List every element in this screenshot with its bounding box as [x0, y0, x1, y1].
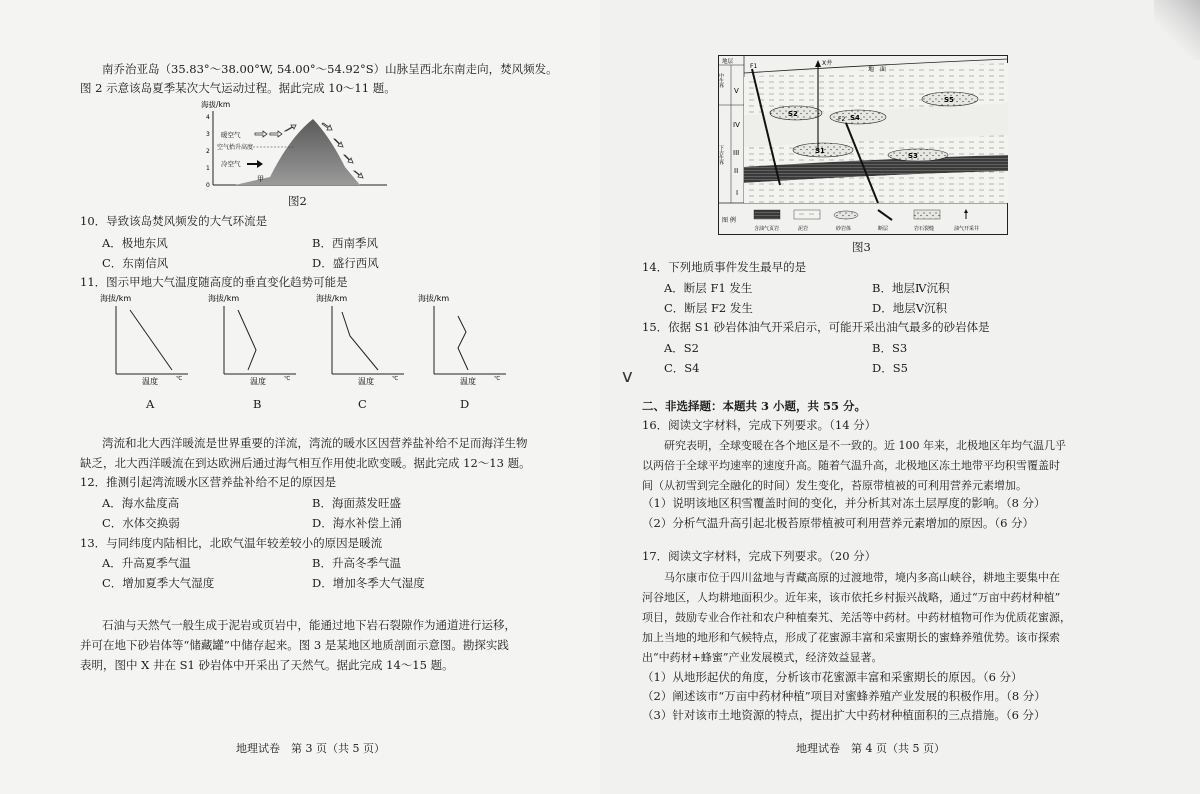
svg-text:2: 2 [206, 148, 210, 155]
intro-line-2: 图 2 示意该岛夏季某次大气运动过程。据此完成 10～11 题。 [80, 81, 396, 95]
q11-label-d: D [460, 397, 470, 411]
q10-option-b: B．西南季风 [312, 236, 378, 250]
fig2-caption: 图2 [288, 194, 307, 208]
q15-option-a: A．S2 [664, 341, 699, 355]
svg-text:图 例: 图 例 [722, 217, 736, 224]
intro-line-1: 南乔治亚岛（35.83°～38.00°W, 54.00°～54.92°S）山脉呈西北东南走向，焚风频发。 [102, 62, 558, 76]
svg-text:S4: S4 [850, 114, 860, 122]
q16-sub-2: （2）分析气温升高引起北极苔原带植被可利用营养元素增加的原因。（6 分） [642, 516, 1035, 530]
q15-stem: 15．依据 S1 砂岩体油气开采启示，可能开采出油气最多的砂岩体是 [642, 320, 990, 334]
passage2-line-2: 缺乏，北大西洋暖流在到达欧洲后通过海气相互作用使北欧变暖。据此完成 12～13 题。 [80, 456, 531, 470]
q13-option-a: A．升高夏季气温 [102, 556, 191, 570]
svg-text:1: 1 [206, 165, 210, 172]
svg-text:海拔/km: 海拔/km [208, 294, 240, 303]
svg-text:油气开采井: 油气开采井 [954, 226, 980, 232]
q12-option-a: A．海水盐度高 [102, 496, 180, 510]
svg-text:S1: S1 [815, 147, 825, 155]
svg-text:II: II [734, 167, 739, 175]
svg-text:℃: ℃ [176, 376, 183, 382]
q12-option-b: B．海面蒸发旺盛 [312, 496, 401, 510]
svg-text:I: I [736, 189, 739, 197]
svg-text:III: III [733, 149, 740, 157]
q10-option-d: D．盛行西风 [312, 256, 379, 270]
svg-text:断层: 断层 [878, 226, 889, 232]
q17-sub-1: （1）从地形起伏的角度，分析该市花蜜源丰富和采蜜期长的原因。（6 分） [642, 670, 1023, 684]
q10-option-a: A．极地东风 [102, 236, 168, 250]
footer-page-3: 地理试卷 第 3 页（共 5 页） [236, 742, 385, 755]
q11-graph-a [100, 292, 192, 387]
page-right [600, 0, 1200, 794]
svg-text:甲: 甲 [257, 175, 264, 183]
handwritten-margin-mark: v [622, 366, 633, 387]
svg-text:S5: S5 [944, 96, 954, 104]
svg-text:岩石裂缝: 岩石裂缝 [914, 226, 935, 232]
q11-label-a: A [146, 397, 155, 411]
q14-option-a: A．断层 F1 发生 [664, 281, 753, 295]
fig3-caption: 图3 [852, 240, 871, 254]
section-2-heading: 二、非选择题：本题共 3 小题，共 55 分。 [642, 399, 867, 413]
svg-text:下古生界: 下古生界 [718, 145, 724, 165]
cold-air-arrow [247, 160, 263, 168]
q17-sub-3: （3）针对该市土地资源的特点，提出扩大中药材种植面积的三点措施。（6 分） [642, 708, 1046, 722]
svg-text:海拔/km: 海拔/km [316, 294, 348, 303]
svg-text:F1: F1 [750, 63, 758, 70]
svg-text:含油气页岩: 含油气页岩 [754, 226, 780, 232]
q10-option-c: C．东南信风 [102, 256, 169, 270]
q16-stem: 16．阅读文字材料，完成下列要求。（14 分） [642, 418, 877, 432]
q14-option-b: B．地层Ⅳ沉积 [872, 281, 950, 295]
q13-stem: 13．与同纬度内陆相比，北欧气温年较差较小的原因是暖流 [80, 536, 383, 550]
q15-option-b: B．S3 [872, 341, 908, 355]
svg-text:温度: 温度 [358, 377, 374, 386]
q16-sub-1: （1）说明该地区积雪覆盖时间的变化，并分析其对冻土层厚度的影响。（8 分） [642, 496, 1046, 510]
svg-text:4: 4 [206, 114, 210, 121]
svg-text:S3: S3 [908, 152, 918, 160]
page-corner-shadow [1154, 0, 1200, 60]
svg-text:泥岩: 泥岩 [798, 226, 809, 232]
svg-text:S2: S2 [788, 110, 798, 118]
q13-option-c: C．增加夏季大气湿度 [102, 576, 215, 590]
passage3-line-2: 并可在地下砂岩体等“储藏罐”中储存起来。图 3 是某地区地质剖面示意图。勘探实践 [80, 638, 509, 652]
q11-label-b: B [253, 397, 262, 411]
passage3-line-3: 表明，图中 X 井在 S1 砂岩体中开采出了天然气。据此完成 14～15 题。 [80, 658, 454, 672]
q17-sub-2: （2）阐述该市“万亩中药材种植”项目对蜜蜂养殖产业发展的积极作用。（8 分） [642, 689, 1046, 703]
svg-text:砂岩体: 砂岩体 [836, 226, 852, 232]
svg-text:℃: ℃ [284, 376, 291, 382]
q11-graph-d [418, 292, 510, 387]
q17-text-2: 河谷地区，人均耕地面积少。近年来，该市依托乡村振兴战略，通过“万亩中药材种植” [642, 591, 1061, 604]
svg-text:海拔/km: 海拔/km [100, 294, 132, 303]
q16-text-3: 间（从初雪到完全融化的时间）发生变化，苔原带植被的可利用营养元素增加。 [642, 479, 1027, 492]
fig2-ylabel: 海拔/km [201, 100, 231, 109]
svg-text:地 面: 地 面 [868, 66, 887, 73]
svg-text:0: 0 [206, 182, 210, 189]
passage2-line-1: 湾流和北大西洋暖流是世界重要的洋流，湾流的暖水区因营养盐补给不足而海洋生物 [102, 436, 528, 450]
q11-label-c: C [358, 397, 367, 411]
svg-text:冷空气: 冷空气 [221, 160, 241, 168]
q14-option-d: D．地层Ⅴ沉积 [872, 301, 948, 315]
svg-text:3: 3 [206, 131, 210, 138]
q17-stem: 17．阅读文字材料，完成下列要求。（20 分） [642, 549, 877, 563]
q11-stem: 11．图示甲地大气温度随高度的垂直变化趋势可能是 [80, 275, 348, 289]
svg-text:中生界: 中生界 [718, 73, 724, 88]
svg-text:暖空气: 暖空气 [221, 131, 241, 139]
q16-text-2: 以两倍于全球平均速率的速度升高。随着气温升高，北极地区冻土地带平均积雪覆盖时 [642, 459, 1060, 472]
footer-page-4: 地理试卷 第 4 页（共 5 页） [796, 742, 945, 755]
q14-option-c: C．断层 F2 发生 [664, 301, 753, 315]
svg-text:IV: IV [733, 121, 740, 129]
figure-3-geologic-section [718, 55, 1008, 240]
figure-2-foehn-diagram [195, 97, 395, 192]
mountain-shape [235, 119, 360, 185]
q13-option-b: B．升高冬季气温 [312, 556, 401, 570]
q16-text-1: 研究表明，全球变暖在各个地区是不一致的。近 100 年来，北极地区年均气温几乎 [664, 439, 1066, 452]
q17-text-3: 项目，鼓励专业合作社和农户种植秦艽、羌活等中药材。中药材植物可作为优质花蜜源， [642, 611, 1071, 624]
svg-text:F2: F2 [838, 116, 846, 123]
svg-text:温度: 温度 [250, 377, 266, 386]
svg-text:空气抬升高度: 空气抬升高度 [217, 144, 254, 151]
svg-text:海拔/km: 海拔/km [418, 294, 450, 303]
q17-text-5: 出“中药材+蜂蜜”产业发展模式，经济效益显著。 [642, 651, 883, 664]
q10-stem: 10．导致该岛焚风频发的大气环流是 [80, 214, 268, 228]
q11-graph-b [208, 292, 300, 387]
q11-graph-c [316, 292, 408, 387]
q17-text-1: 马尔康市位于四川盆地与青藏高原的过渡地带，境内多高山峡谷，耕地主要集中在 [664, 571, 1060, 584]
svg-text:地层: 地层 [722, 59, 734, 65]
svg-text:温度: 温度 [142, 377, 158, 386]
q17-text-4: 加上当地的地形和气候特点，形成了花蜜源丰富和采蜜期长的蜜蜂养殖优势。该市探索 [642, 631, 1060, 644]
q12-option-d: D．海水补偿上涌 [312, 516, 402, 530]
svg-text:V: V [734, 87, 739, 95]
svg-text:℃: ℃ [392, 376, 399, 382]
svg-text:X井: X井 [822, 60, 833, 67]
svg-text:温度: 温度 [460, 377, 476, 386]
q15-option-c: C．S4 [664, 361, 700, 375]
q13-option-d: D．增加冬季大气湿度 [312, 576, 425, 590]
q14-stem: 14．下列地质事件发生最早的是 [642, 260, 807, 274]
q12-stem: 12．推测引起湾流暖水区营养盐补给不足的原因是 [80, 475, 337, 489]
q12-option-c: C．水体交换弱 [102, 516, 180, 530]
q15-option-d: D．S5 [872, 361, 908, 375]
passage3-line-1: 石油与天然气一般生成于泥岩或页岩中，能通过地下岩石裂隙作为通道进行运移， [102, 618, 516, 632]
svg-text:℃: ℃ [494, 376, 501, 382]
